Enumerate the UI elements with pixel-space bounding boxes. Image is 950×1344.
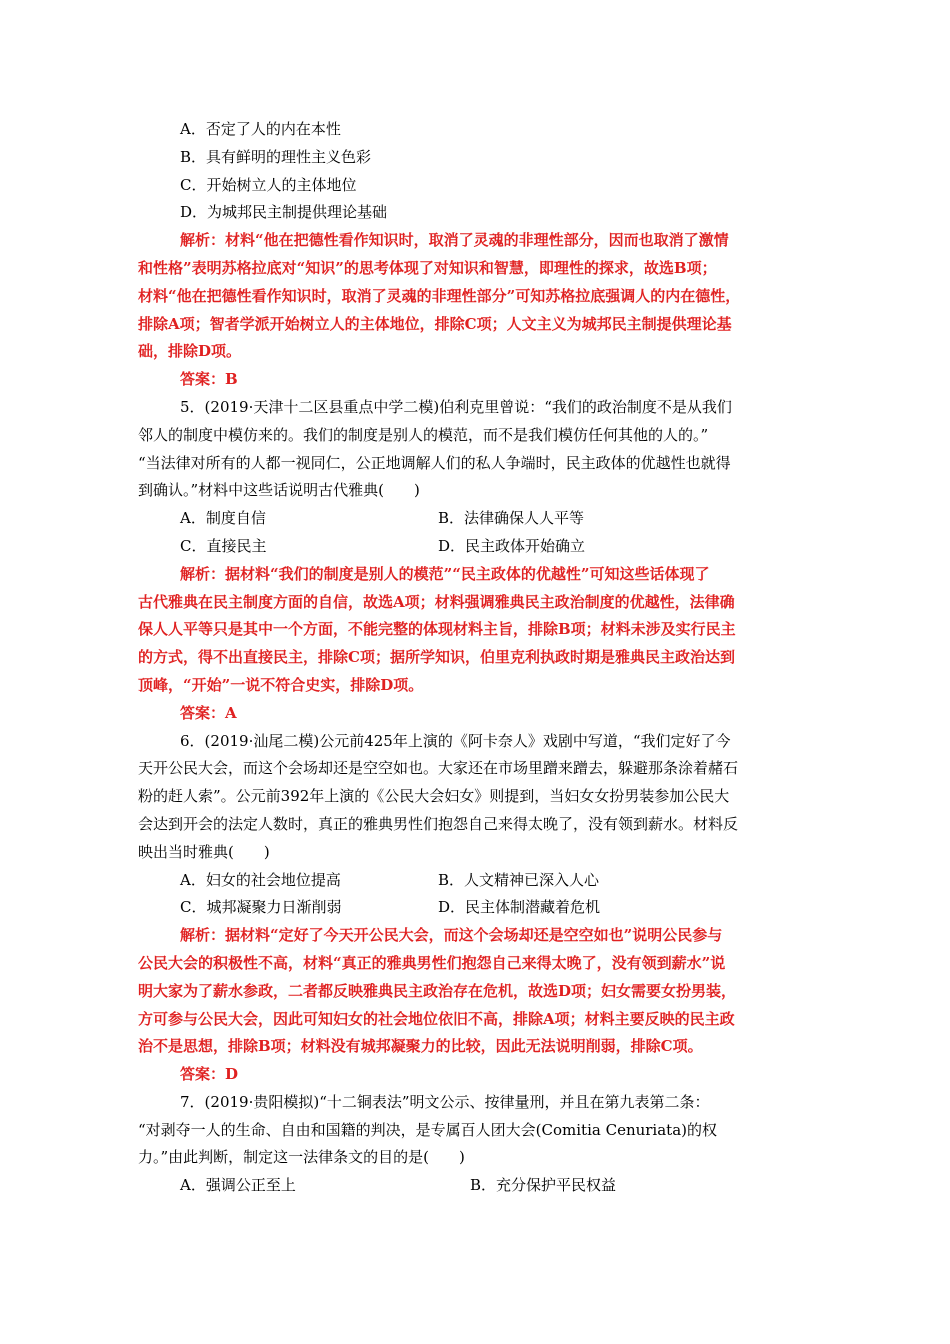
- q5-answer: 答案：A: [180, 703, 237, 722]
- stem-line: 6．(2019·汕尾二模)公元前425年上演的《阿卡奈人》戏剧中写道，“我们定好了今: [180, 731, 731, 750]
- analysis-line: 解析：材料“他在把德性看作知识时，取消了灵魂的非理性部分，因而也取消了激情: [180, 231, 729, 250]
- stem-line: “当法律对所有的人都一视同仁，公正地调解人们的私人争端时，民主政体的优越性也就得: [138, 453, 731, 472]
- analysis-line: 解析：据材料“定好了今天开公民大会，而这个会场却还是空空如也”说明公民参与: [180, 926, 723, 945]
- q6-option-a: A．妇女的社会地位提高: [180, 870, 341, 889]
- q6-option-c: C．城邦凝聚力日渐削弱: [180, 898, 342, 917]
- q5-analysis: [138, 561, 828, 700]
- page-content: [138, 116, 828, 1200]
- analysis-line: 古代雅典在民主制度方面的自信，故选A项；材料强调雅典民主政治制度的优越性，法律确: [138, 592, 735, 611]
- q6-option-b: B．人文精神已深入人心: [438, 870, 600, 889]
- q6-answer: 答案：D: [180, 1065, 239, 1084]
- q4-option-d: D．为城邦民主制提供理论基础: [180, 203, 388, 222]
- q4-option-b: B．具有鲜明的理性主义色彩: [180, 147, 372, 166]
- q5-stem: [138, 394, 828, 505]
- analysis-line: 和性格”表明苏格拉底对“知识”的思考体现了对知识和智慧，即理性的探求，故选B项；: [138, 258, 717, 277]
- option-row: [138, 1172, 828, 1200]
- analysis-line: 解析：据材料“我们的制度是别人的模范”“民主政体的优越性”可知这些话体现了: [180, 564, 710, 583]
- option-row: [138, 533, 828, 561]
- q7-options: [138, 1172, 828, 1200]
- stem-line: 映出当时雅典( ): [138, 842, 270, 861]
- q4-answer: 答案：B: [180, 370, 238, 389]
- q4-analysis: [138, 227, 828, 366]
- stem-line: 邻人的制度中模仿来的。我们的制度是别人的模范，而不是我们模仿任何其他的人的。”: [138, 425, 709, 444]
- q7-stem: [138, 1089, 828, 1172]
- analysis-line: 顶峰，“开始”一说不符合史实，排除D项。: [138, 675, 424, 694]
- q5-option-c: C．直接民主: [180, 536, 267, 555]
- analysis-line: 的方式，得不出直接民主，排除C项；据所学知识，伯里克利执政时期是雅典民主政治达到: [138, 648, 735, 667]
- analysis-line: 公民大会的积极性不高，材料“真正的雅典男性们抱怨自己来得太晚了，没有领到薪水”说: [138, 953, 726, 972]
- q6-stem: [138, 728, 828, 867]
- analysis-line: 础，排除D项。: [138, 342, 242, 361]
- stem-line: “对剥夺一人的生命、自由和国籍的判决，是专属百人团大会(Comitia Cenuriata)的权: [138, 1120, 717, 1139]
- analysis-line: 明大家为了薪水参政，二者都反映雅典民主政治存在危机，故选D项；妇女需要女扮男装，: [138, 981, 737, 1000]
- q4-option-c: C．开始树立人的主体地位: [180, 175, 357, 194]
- stem-line: 5．(2019·天津十二区县重点中学二模)伯利克里曾说：“我们的政治制度不是从我们: [180, 397, 732, 416]
- stem-line: 粉的赶人索”。公元前392年上演的《公民大会妇女》则提到，当妇女女扮男装参加公民大: [138, 787, 730, 806]
- option-row: [138, 505, 828, 533]
- option-row: [138, 894, 828, 922]
- q7-option-a: A．强调公正至上: [180, 1176, 296, 1195]
- q5-options: [138, 505, 828, 561]
- analysis-line: 材料“他在把德性看作知识时，取消了灵魂的非理性部分”可知苏格拉底强调人的内在德性，: [138, 286, 741, 305]
- analysis-line: 排除A项；智者学派开始树立人的主体地位，排除C项；人文主义为城邦民主制提供理论基: [138, 314, 732, 333]
- analysis-line: 方可参与公民大会，因此可知妇女的社会地位依旧不高，排除A项；材料主要反映的民主政: [138, 1009, 735, 1028]
- q6-analysis: [138, 922, 828, 1061]
- q5-option-a: A．制度自信: [180, 509, 266, 528]
- q5-option-b: B．法律确保人人平等: [438, 509, 585, 528]
- q5-option-d: D．民主政体开始确立: [438, 536, 586, 555]
- q4-options: [138, 116, 828, 227]
- q4-option-a: A．否定了人的内在本性: [180, 120, 341, 138]
- stem-line: 会达到开会的法定人数时，真正的雅典男性们抱怨自己来得太晚了，没有领到薪水。材料反: [138, 814, 739, 833]
- q6-option-d: D．民主体制潜藏着危机: [438, 898, 601, 917]
- stem-line: 天开公民大会，而这个会场却还是空空如也。大家还在市场里蹭来蹭去，躲避那条涂着赭石: [138, 759, 739, 778]
- q6-options: [138, 867, 828, 923]
- stem-line: 力。”由此判断，制定这一法律条文的目的是( ): [138, 1148, 465, 1167]
- option-row: [138, 867, 828, 895]
- analysis-line: 治不是思想，排除B项；材料没有城邦凝聚力的比较，因此无法说明削弱，排除C项。: [138, 1037, 703, 1056]
- stem-line: 到确认。”材料中这些话说明古代雅典( ): [138, 481, 420, 500]
- stem-line: 7．(2019·贵阳模拟)“十二铜表法”明文公示、按律量刑，并且在第九表第二条：: [180, 1092, 710, 1111]
- analysis-line: 保人人平等只是其中一个方面，不能完整的体现材料主旨，排除B项；材料未涉及实行民主: [138, 620, 736, 639]
- q7-option-b: B．充分保护平民权益: [470, 1176, 617, 1195]
